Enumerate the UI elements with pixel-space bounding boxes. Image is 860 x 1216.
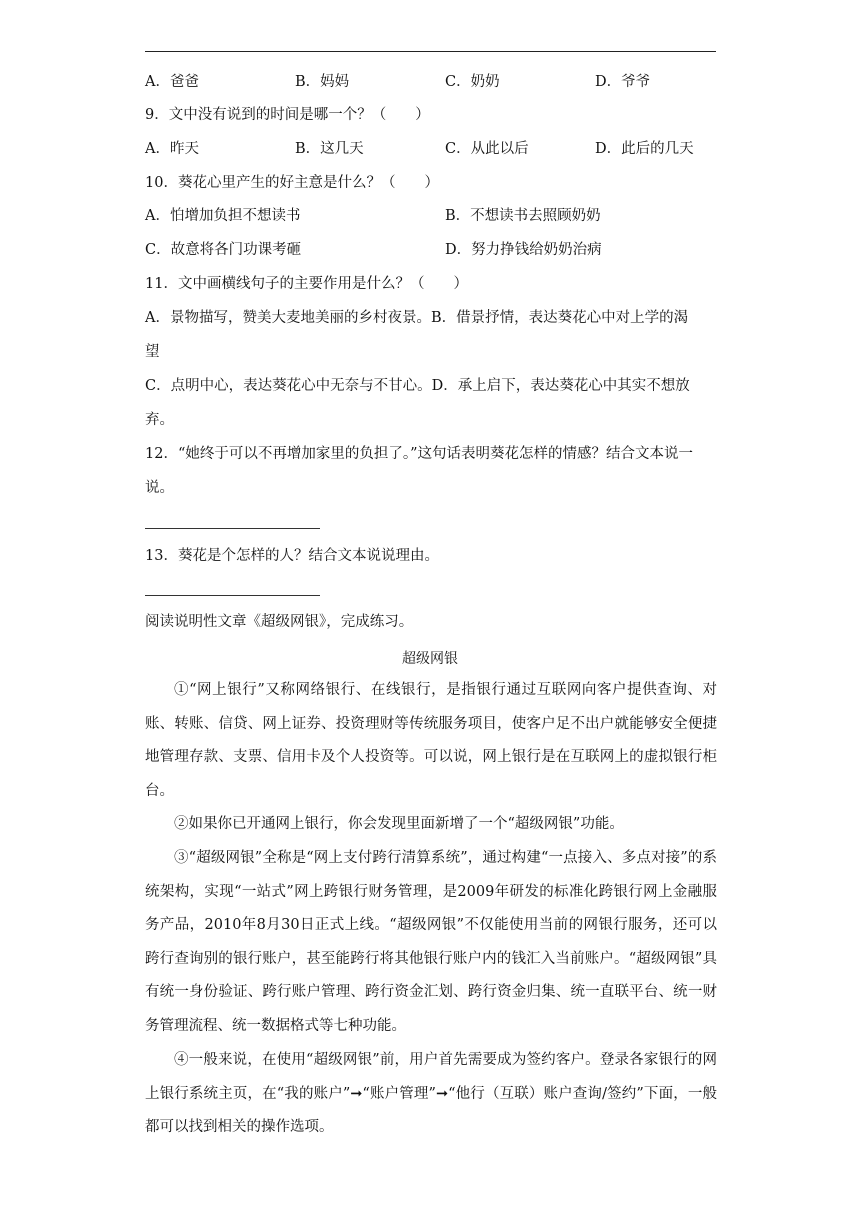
article-paragraph-2-text: ②如果你已开通网上银行，你会发现里面新增了一个“超级网银”功能。 [174, 816, 624, 832]
q13-answer-blank[interactable] [145, 595, 320, 596]
q12-stem: 12．“她终于可以不再增加家里的负担了。”这句话表明葵花怎样的情感？结合文本说一 [145, 446, 694, 462]
header-rule [145, 51, 716, 52]
q8-option-a: A．爸爸 [145, 74, 199, 90]
article-title: 超级网银 [402, 651, 458, 667]
q9-stem: 9．文中没有说到的时间是哪一个？（ ） [145, 107, 430, 123]
article-paragraph-3 [145, 842, 717, 1043]
q11-stem: 11．文中画横线句子的主要作用是什么？（ ） [145, 276, 468, 292]
q11-options-cd-cont: 弃。 [145, 412, 174, 428]
reading-intro: 阅读说明性文章《超级网银》，完成练习。 [145, 614, 414, 630]
q10-option-b: B．不想读书去照顾奶奶 [445, 208, 601, 224]
q8-option-d: D．爷爷 [595, 74, 651, 90]
article-paragraph-4-text: ④一般来说，在使用“超级网银”前，用户首先需要成为签约客户。登录各家银行的网上银行系统主页，在“我的账户”➞“账户管理”➞“他行（互联）账户查询/签约”下面，一般都可以找到相关的操作选项。 [145, 1052, 717, 1135]
q11-options-cd: C．点明中心，表达葵花心中无奈与不甘心。D．承上启下，表达葵花心中其实不想放 [145, 378, 690, 394]
article-paragraph-2 [145, 808, 717, 842]
article-paragraph-1 [145, 674, 717, 808]
q10-option-d: D．努力挣钱给奶奶治病 [445, 242, 602, 258]
article-paragraph-1-text: ①“网上银行”又称网络银行、在线银行，是指银行通过互联网向客户提供查询、对账、转账、信贷、网上证券、投资理财等传统服务项目，使客户足不出户就能够安全便捷地管理存款、支票、信用卡及个人投资等。可以说，网上银行是在互联网上的虚拟银行柜台。 [145, 682, 717, 799]
q12-stem-cont: 说。 [145, 480, 174, 496]
article-paragraph-3-text: ③“超级网银”全称是“网上支付跨行清算系统”，通过构建“一点接入、多点对接”的系统架构，实现“一站式”网上跨银行财务管理，是2009年研发的标准化跨银行网上金融服务产品，2010年8月30日正式上线。“超级网银”不仅能使用当前的网银行服务，还可以跨行查询别的银行账户，甚至能跨行将其他银行账户内的钱汇入当前账户。“超级网银”具有统一身份验证、跨行账户管理、跨行资金汇划、跨行资金归集、统一直联平台、统一财务管理流程、统一数据格式等七种功能。 [145, 850, 717, 1034]
q8-option-c: C．奶奶 [445, 74, 500, 90]
q8-option-b: B．妈妈 [295, 74, 350, 90]
q10-option-c: C．故意将各门功课考砸 [145, 242, 302, 258]
q12-answer-blank[interactable] [145, 528, 320, 529]
q13-stem: 13．葵花是个怎样的人？结合文本说说理由。 [145, 548, 439, 564]
q9-option-a: A．昨天 [145, 141, 199, 157]
q11-options-ab: A．景物描写，赞美大麦地美丽的乡村夜景。B．借景抒情，表达葵花心中对上学的渴 [145, 310, 689, 326]
q9-option-b: B．这几天 [295, 141, 364, 157]
q10-option-a: A．怕增加负担不想读书 [145, 208, 301, 224]
article-paragraph-4 [145, 1044, 717, 1145]
q9-option-c: C．从此以后 [445, 141, 529, 157]
q9-option-d: D．此后的几天 [595, 141, 694, 157]
q11-options-ab-cont: 望 [145, 344, 160, 360]
q10-stem: 10．葵花心里产生的好主意是什么？（ ） [145, 175, 439, 191]
